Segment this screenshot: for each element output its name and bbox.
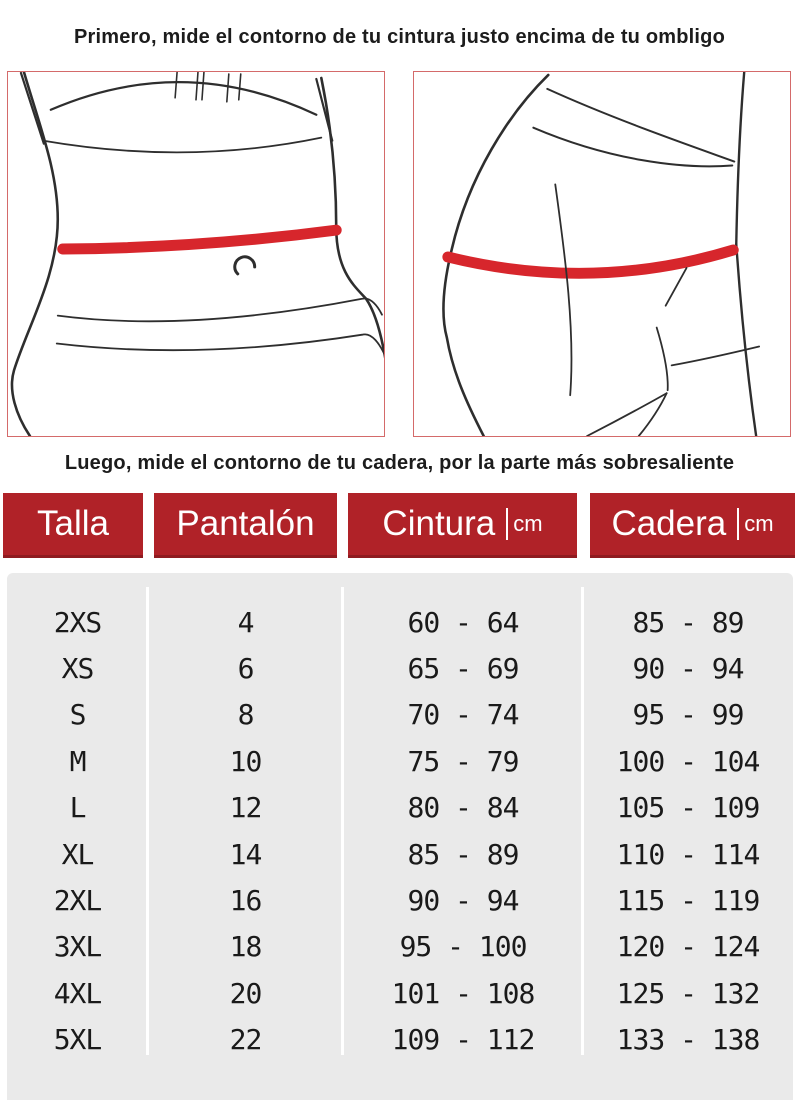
size-row: [7, 970, 793, 1016]
header-talla-label: Talla: [37, 504, 109, 543]
cell-pantalon: 14: [229, 837, 262, 871]
cell-cintura: 109 - 112: [391, 1023, 535, 1057]
cell-cadera: 133 - 138: [616, 1023, 760, 1057]
cell-pantalon: 8: [237, 698, 254, 732]
cell-cadera: 105 - 109: [616, 791, 760, 825]
size-row: [7, 1017, 793, 1063]
cell-talla: M: [69, 744, 86, 778]
cell-talla: 3XL: [53, 930, 102, 964]
unit-divider-bar: [737, 508, 739, 540]
cell-talla: S: [69, 698, 86, 732]
cell-cadera: 120 - 124: [616, 930, 760, 964]
cell-cadera: 125 - 132: [616, 976, 760, 1010]
cell-talla: 4XL: [53, 976, 102, 1010]
cell-cadera: 110 - 114: [616, 837, 760, 871]
cell-talla: 2XS: [53, 605, 102, 639]
cell-cintura: 70 - 74: [407, 698, 519, 732]
cell-cadera: 100 - 104: [616, 744, 760, 778]
cell-talla: XS: [61, 652, 94, 686]
cell-cintura: 60 - 64: [407, 605, 519, 639]
size-rows: [7, 599, 793, 1063]
header-cadera-unit: [737, 508, 773, 540]
header-cadera-label: Cadera: [611, 504, 727, 543]
cell-cadera: 85 - 89: [632, 605, 744, 639]
size-row: [7, 831, 793, 877]
size-row: [7, 785, 793, 831]
cell-cintura: 65 - 69: [407, 652, 519, 686]
cell-pantalon: 20: [229, 976, 262, 1010]
header-pantalon: [154, 493, 337, 558]
size-row: [7, 599, 793, 645]
cell-pantalon: 22: [229, 1023, 262, 1057]
cell-talla: XL: [61, 837, 94, 871]
header-pantalon-label: Pantalón: [176, 504, 315, 543]
cell-cintura: 85 - 89: [407, 837, 519, 871]
size-row: [7, 924, 793, 970]
cell-pantalon: 10: [229, 744, 262, 778]
cell-pantalon: 12: [229, 791, 262, 825]
size-row: [7, 645, 793, 691]
hip-instruction-text: Luego, mide el contorno de tu cadera, por la parte más sobresaliente: [64, 452, 735, 474]
cell-pantalon: 6: [237, 652, 254, 686]
cell-cintura: 101 - 108: [391, 976, 535, 1010]
cell-cintura: 80 - 84: [407, 791, 519, 825]
hip-measurement-figure: [413, 71, 791, 437]
waist-instruction-text: Primero, mide el contorno de tu cintura justo encima de tu ombligo: [73, 26, 726, 48]
header-cintura-label: Cintura: [382, 504, 496, 543]
cell-talla: L: [69, 791, 86, 825]
unit-label: cm: [513, 511, 543, 536]
cell-cintura: 95 - 100: [399, 930, 527, 964]
cell-pantalon: 16: [229, 884, 262, 918]
header-cintura: [348, 493, 577, 558]
cell-cadera: 90 - 94: [632, 652, 744, 686]
size-row: [7, 692, 793, 738]
cell-talla: 2XL: [53, 884, 102, 918]
header-talla: [3, 493, 143, 558]
cell-pantalon: 18: [229, 930, 262, 964]
unit-label: cm: [744, 511, 774, 536]
waist-measurement-figure: [7, 71, 385, 437]
header-cintura-unit: [506, 508, 542, 540]
waist-figure-illustration: [8, 72, 384, 436]
unit-divider-bar: [506, 508, 508, 540]
cell-talla: 5XL: [53, 1023, 102, 1057]
header-cadera: [590, 493, 795, 558]
size-table-body: [7, 573, 793, 1100]
size-row: [7, 877, 793, 923]
cell-cintura: 90 - 94: [407, 884, 519, 918]
cell-cintura: 75 - 79: [407, 744, 519, 778]
cell-pantalon: 4: [237, 605, 254, 639]
cell-cadera: 95 - 99: [632, 698, 744, 732]
hip-figure-illustration: [414, 72, 790, 436]
cell-cadera: 115 - 119: [616, 884, 760, 918]
size-row: [7, 738, 793, 784]
